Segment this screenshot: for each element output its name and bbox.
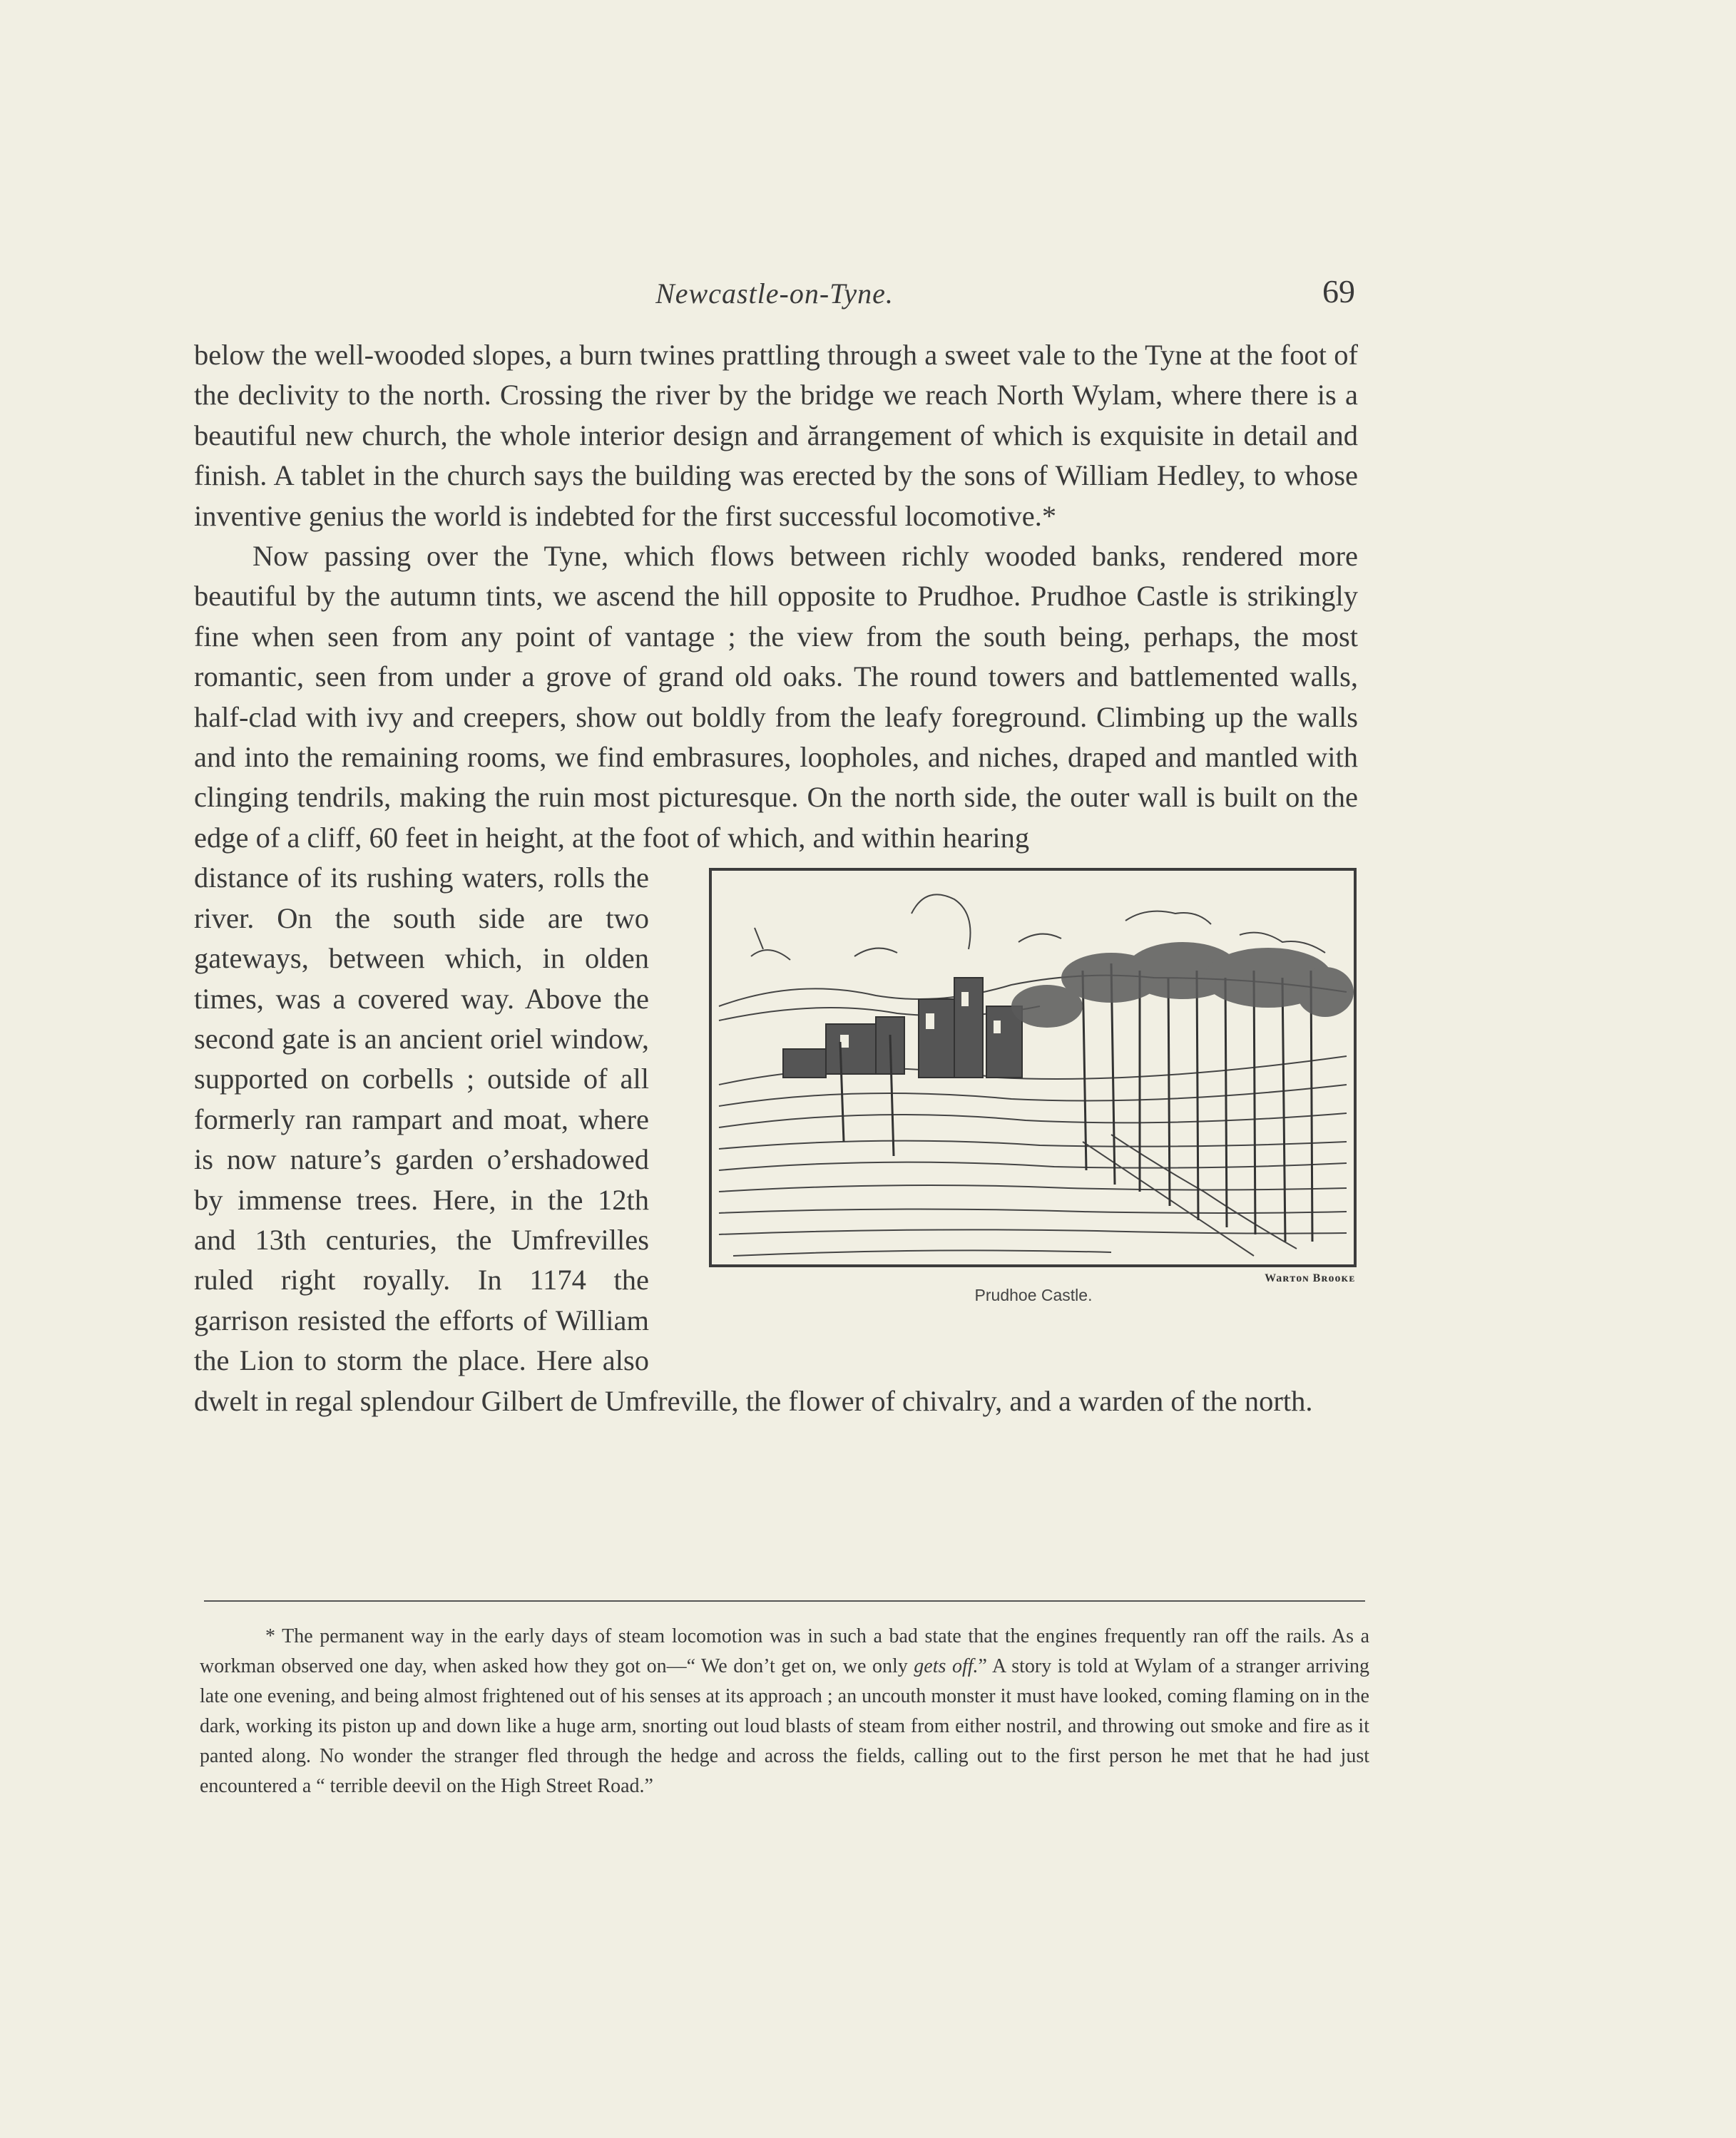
figure-caption: Prudhoe Castle. <box>974 1286 1093 1305</box>
castle-engraving <box>712 871 1354 1264</box>
running-head <box>194 270 1355 319</box>
engraver-signature: Waʀᴛᴏɴ Bʀᴏᴏᴋᴇ <box>1265 1272 1355 1285</box>
paragraph-continued: below the well-wooded slopes, a burn twines prattling through a sweet vale to the Tyne at the foot of the declivity to the north. Crossing the river by the bridge we reach North Wylam, where there is a beautiful new church, the whole interior design and ărrangement of which is exquisite in detail and finish. A tablet in the church says the building was erected by the sons of William Hedley, to whose inventive genius the world is indebted for the first successful locomotive.* <box>194 339 1358 532</box>
paragraph-gateways: distance of its rushing waters, rolls the river. On the south side are two gateways, between which, in olden times, was a covered way. Above the second gate is an ancient oriel window, supported on corbells ; outside of all formerly ran rampart and moat, where is now nature’s garden o’ershadowed by immense trees. Here, in the 12th and 13th centuries, the Umfrevilles ruled right royally. In 1174 the garrison resisted the efforts of William the Lion to storm the place. Here also dwelt in regal splendour Gilbert de Umfreville, the flower of chivalry, and a warden of the north. <box>194 861 1313 1417</box>
figure-prudhoe-castle <box>680 868 1358 1339</box>
footnote-text-part-2: ” A story is told at Wylam of a stranger arriving late one evening, and being almost frightened out of his senses at its approach ; an uncouth monster it must have looked, coming flaming on in the dark, working its piston up and down like a huge arm, snorting out loud blasts of steam from either nostril, and throwing out smoke and fire as it panted along. No wonder the stranger fled through the hedge and across the fields, calling out to the first person he met that he had just encountered a “ terrible deevil on the High Street Road.” <box>200 1655 1369 1797</box>
body-text <box>194 335 1358 1421</box>
running-title: Newcastle-on-Tyne. <box>655 277 894 310</box>
footnote-rule <box>204 1600 1365 1602</box>
paragraph-prudhoe: Now passing over the Tyne, which flows between richly wooded banks, rendered more beautiful by the autumn tints, we ascend the hill opposite to Prudhoe. Prudhoe Castle is strikingly fine when seen from any point of vantage ; the view from the south being, perhaps, the most romantic, seen from under a grove of grand old oaks. The round towers and battlemented walls, half-clad with ivy and creepers, show out boldly from the leafy foreground. Climbing up the walls and into the remaining rooms, we find embrasures, loopholes, and niches, draped and mantled with clinging tendrils, making the ruin most picturesque. On the north side, the outer wall is built on the edge of a cliff, 60 feet in height, at the foot of which, and within hearing <box>194 540 1358 854</box>
footnote-text <box>200 1622 1369 1801</box>
page-number: 69 <box>1322 273 1355 310</box>
footnote-italic-phrase: gets off. <box>914 1655 979 1677</box>
footnote-text-part-1: * The permanent way in the early days of steam locomotion was in such a bad state that the engines frequently ran off the rails. As a workman observed one day, when asked how they got on—“ We don’t get on, we only <box>200 1625 1369 1677</box>
footnote <box>200 1622 1369 1801</box>
illustration-frame <box>709 868 1357 1267</box>
